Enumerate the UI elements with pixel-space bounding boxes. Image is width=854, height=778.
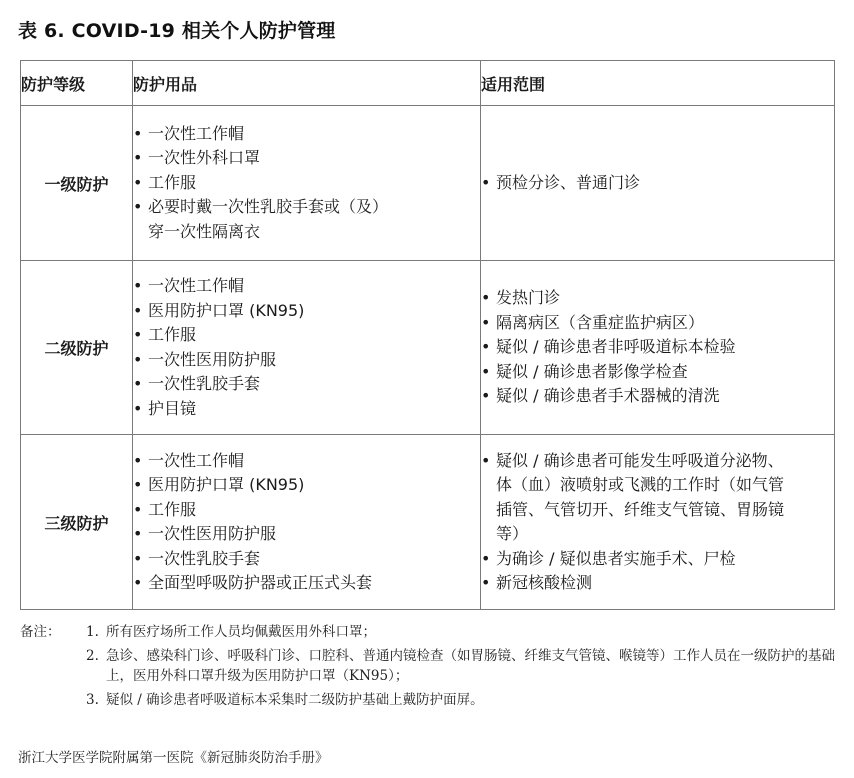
note-number: 2. — [86, 648, 99, 664]
note-item — [86, 690, 838, 710]
note-number: 1. — [86, 624, 99, 640]
scope-list — [481, 171, 834, 196]
note-text: 所有医疗场所工作人员均佩戴医用外科口罩； — [106, 624, 376, 640]
list-item — [133, 122, 480, 147]
item-text: 一次性工作帽 — [148, 450, 245, 470]
bullet-icon: • — [133, 349, 143, 369]
table-row — [21, 106, 835, 261]
item-text: 医用防护口罩 (KN95) — [148, 475, 305, 494]
level-cell: 二级防护 — [21, 261, 133, 435]
scope-list — [481, 449, 834, 596]
scope-text: 疑似 / 确诊患者影像学检查 — [496, 361, 688, 381]
items-cell — [133, 435, 481, 610]
list-item — [481, 449, 834, 547]
items-cell — [133, 261, 481, 435]
scope-text: 发热门诊 — [496, 288, 561, 308]
item-text: 医用防护口罩 (KN95) — [148, 300, 305, 320]
list-item — [481, 171, 834, 196]
item-text: 必要时戴一次性乳胶手套或（及）穿一次性隔离衣 — [148, 197, 381, 241]
note-text: 疑似 / 确诊患者呼吸道标本采集时二级防护基础上戴防护面屏。 — [106, 692, 484, 708]
scope-cell — [481, 435, 835, 610]
list-item — [481, 547, 834, 572]
scope-text: 隔离病区（含重症监护病区） — [496, 312, 705, 332]
list-item — [133, 372, 480, 397]
bullet-icon: • — [481, 450, 491, 470]
list-item — [133, 171, 480, 196]
list-item — [133, 195, 480, 244]
list-item — [133, 571, 480, 596]
header-level: 防护等级 — [21, 61, 133, 106]
list-item — [481, 384, 834, 409]
item-text: 一次性乳胶手套 — [148, 548, 261, 568]
list-item — [481, 286, 834, 311]
list-item — [133, 146, 480, 171]
notes-list — [86, 622, 838, 710]
item-text: 一次性外科口罩 — [148, 148, 261, 168]
table-header-row — [21, 61, 835, 106]
level-cell: 一级防护 — [21, 106, 133, 261]
bullet-icon: • — [133, 475, 143, 494]
bullet-icon: • — [133, 548, 143, 568]
item-text: 一次性医用防护服 — [148, 349, 277, 369]
bullet-icon: • — [133, 325, 143, 344]
bullet-icon: • — [133, 300, 143, 320]
list-item — [133, 348, 480, 373]
item-text: 一次性工作帽 — [148, 276, 245, 295]
list-item — [481, 311, 834, 336]
item-text: 一次性乳胶手套 — [148, 374, 261, 393]
bullet-icon: • — [481, 337, 491, 357]
item-text: 全面型呼吸防护器或正压式头套 — [148, 573, 373, 592]
list-item — [133, 522, 480, 547]
list-item — [133, 397, 480, 422]
bullet-icon: • — [133, 276, 143, 295]
list-item — [133, 473, 480, 498]
items-list — [133, 449, 480, 596]
bullet-icon: • — [133, 197, 143, 217]
bullet-icon: • — [133, 148, 143, 168]
bullet-icon: • — [133, 573, 143, 592]
level-cell: 三级防护 — [21, 435, 133, 610]
header-items: 防护用品 — [133, 61, 481, 106]
scope-text: 为确诊 / 疑似患者实施手术、尸检 — [496, 548, 736, 568]
list-item — [133, 498, 480, 523]
bullet-icon: • — [133, 374, 143, 393]
bullet-icon: • — [133, 524, 143, 543]
table-row — [21, 261, 835, 435]
list-item — [481, 571, 834, 596]
items-list — [133, 122, 480, 245]
bullet-icon: • — [133, 450, 143, 470]
table-row — [21, 435, 835, 610]
source-caption: 浙江大学医学院附属第一医院《新冠肺炎防治手册》 — [18, 750, 329, 766]
header-scope: 适用范围 — [481, 61, 835, 106]
note-number: 3. — [86, 692, 99, 708]
protection-table — [20, 60, 835, 610]
items-list — [133, 274, 480, 421]
bullet-icon: • — [481, 386, 491, 406]
bullet-icon: • — [481, 172, 491, 192]
bullet-icon: • — [481, 288, 491, 308]
note-item — [86, 622, 838, 642]
scope-cell — [481, 106, 835, 261]
scope-text: 疑似 / 确诊患者手术器械的清洗 — [496, 386, 720, 406]
list-item — [481, 360, 834, 385]
notes-label: 备注： — [20, 624, 61, 640]
item-text: 工作服 — [148, 172, 197, 192]
scope-text: 疑似 / 确诊患者非呼吸道标本检验 — [496, 337, 736, 357]
item-text: 工作服 — [148, 499, 197, 519]
bullet-icon: • — [133, 398, 143, 418]
list-item — [481, 335, 834, 360]
item-text: 工作服 — [148, 325, 197, 344]
list-item — [133, 547, 480, 572]
list-item — [133, 323, 480, 348]
note-text: 急诊、感染科门诊、呼吸科门诊、口腔科、普通内镜检查（如胃肠镜、纤维支气管镜、喉镜等）工作人员在一级防护的基础上，医用外科口罩升级为医用防护口罩（KN95）； — [106, 648, 835, 684]
bullet-icon: • — [481, 573, 491, 592]
item-text: 一次性医用防护服 — [148, 524, 277, 543]
list-item — [133, 449, 480, 474]
scope-text: 新冠核酸检测 — [496, 573, 593, 592]
notes-section — [20, 622, 838, 714]
scope-text: 疑似 / 确诊患者可能发生呼吸道分泌物、体（血）液喷射或飞溅的工作时（如气管插管、气管切开、纤维支气管镜、胃肠镜等） — [496, 450, 785, 543]
bullet-icon: • — [481, 361, 491, 381]
bullet-icon: • — [133, 499, 143, 519]
note-item — [86, 646, 838, 686]
bullet-icon: • — [133, 123, 143, 143]
scope-list — [481, 286, 834, 409]
list-item — [133, 299, 480, 324]
bullet-icon: • — [481, 312, 491, 332]
scope-cell — [481, 261, 835, 435]
bullet-icon: • — [481, 548, 491, 568]
item-text: 一次性工作帽 — [148, 123, 245, 143]
item-text: 护目镜 — [148, 398, 197, 418]
list-item — [133, 274, 480, 299]
scope-text: 预检分诊、普通门诊 — [496, 172, 641, 192]
bullet-icon: • — [133, 172, 143, 192]
page-title: 表 6. COVID-19 相关个人防护管理 — [18, 20, 336, 42]
items-cell — [133, 106, 481, 261]
